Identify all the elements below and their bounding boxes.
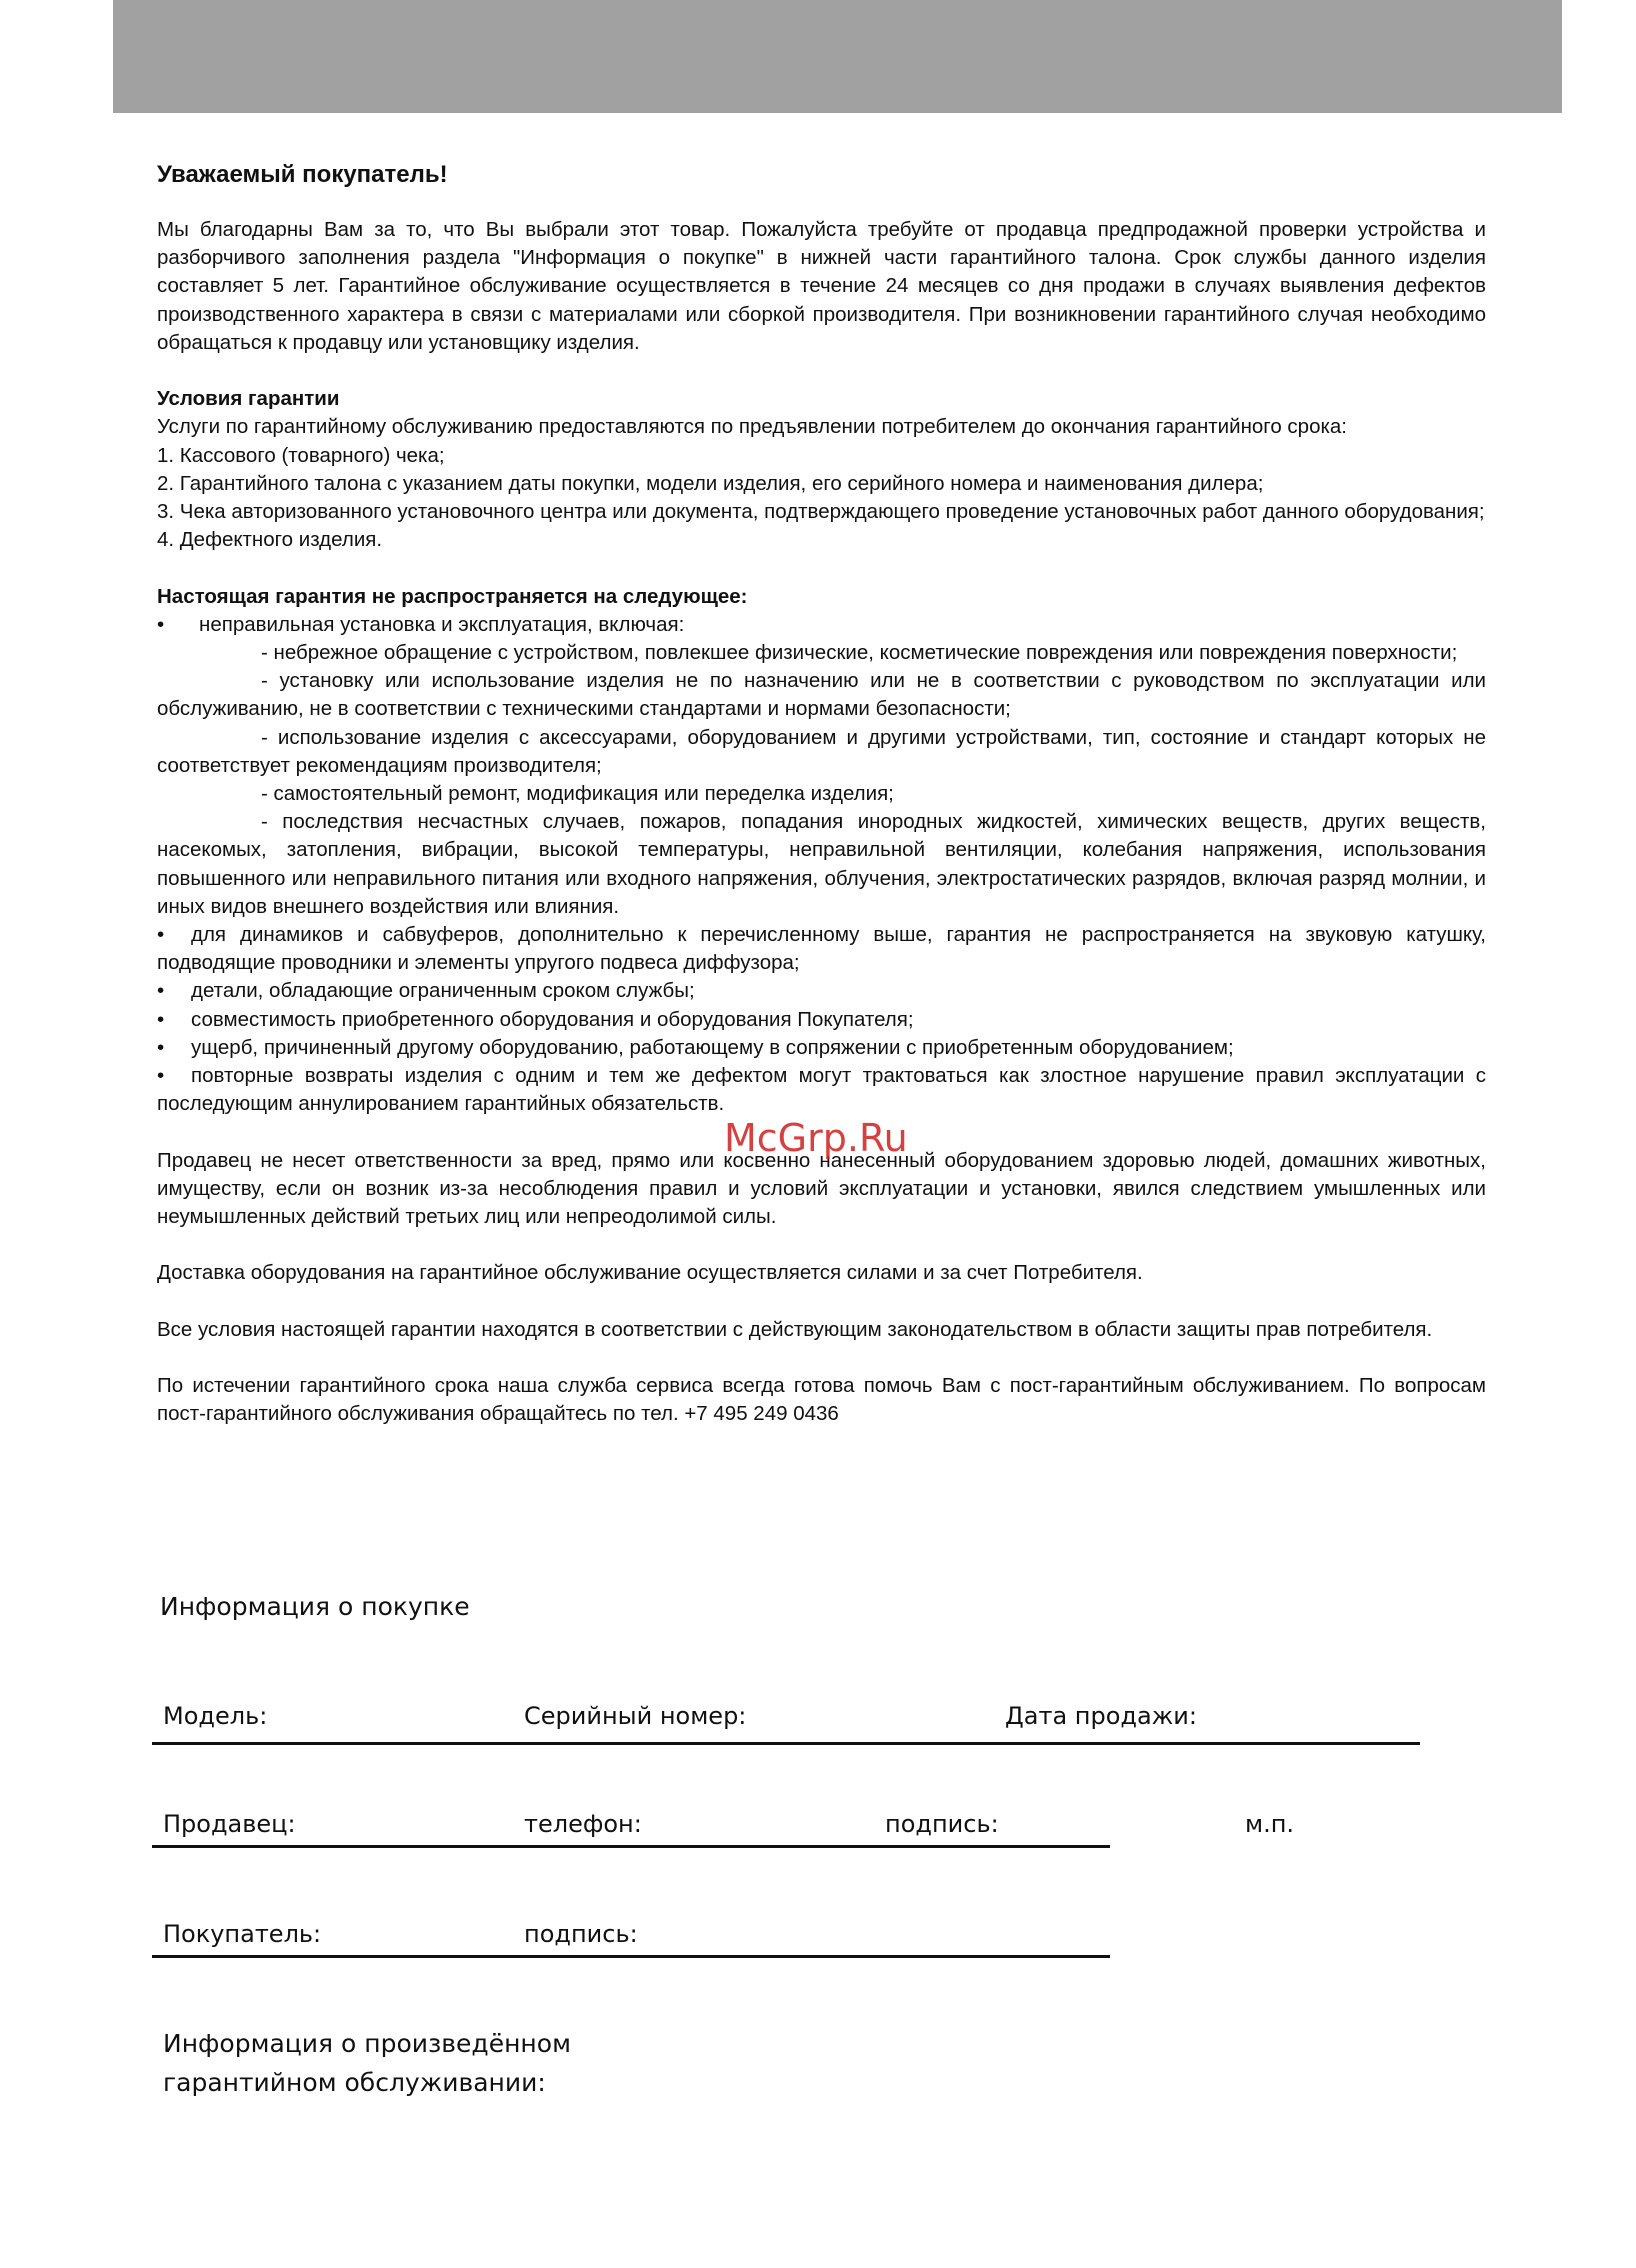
watermark: McGrp.Ru [724, 1116, 908, 1160]
bullet-mark: • [157, 612, 165, 636]
exclusion-bullet [157, 1062, 1486, 1118]
law-paragraph: Все условия настоящей гарантии находятся в соответствии с действующим законодательством в области защиты прав потребителя. [157, 1317, 1433, 1341]
exclusion-sub-item: - самостоятельный ремонт, модификация или переделка изделия; [261, 782, 894, 806]
exclusion-text: детали, обладающие ограниченным сроком службы; [191, 979, 695, 1003]
serial-number-label: Серийный номер: [524, 1702, 747, 1730]
seller-label: Продавец: [163, 1810, 296, 1838]
buyer-signature-label: подпись: [524, 1920, 638, 1948]
seller-row-line[interactable] [152, 1845, 1110, 1848]
conditions-lead: Услуги по гарантийному обслуживанию предоставляются по предъявлении потребителем до окончания гарантийного срока: [157, 415, 1347, 439]
phone-label: телефон: [524, 1810, 642, 1838]
model-row-line[interactable] [152, 1742, 1420, 1745]
exclusion-text: повторные возвраты изделия с одним и тем же дефектом могут трактоваться как злостное нарушение правил эксплуатации с последующим аннулированием гарантийных обязательств. [157, 1064, 1486, 1116]
exclusion-bullet [157, 1006, 1486, 1034]
bullet-mark: • [157, 923, 165, 947]
delivery-paragraph: Доставка оборудования на гарантийное обслуживание осуществляется силами и за счет Потребителя. [157, 1261, 1143, 1285]
stamp-label: м.п. [1245, 1810, 1295, 1838]
exclusions-heading: Настоящая гарантия не распространяется на следующее: [157, 584, 748, 608]
exclusion-bullet [157, 977, 1486, 1005]
exclusion-bullet [157, 921, 1486, 977]
liability-paragraph: Продавец не несет ответственности за вред, прямо или косвенно нанесенный оборудованием здоровью людей, домашних животных, имуществу, если он возник из-за несоблюдения правил и условий эксплуатации и установки, явился следствием умышленных или неумышленных действий третьих лиц или непреодолимой силы. [157, 1148, 1486, 1229]
exclusion-sub-item: - небрежное обращение с устройством, повлекшее физические, косметические повреждения или повреждения поверхности; [261, 641, 1458, 665]
exclusion-text: для динамиков и сабвуферов, дополнительно к перечисленному выше, гарантия не распространяется на звуковую катушку, подводящие проводники и элементы упругого подвеса диффузора; [157, 923, 1486, 975]
bullet-mark: • [157, 979, 165, 1003]
service-info-heading-line1: Информация о произведённом [163, 2029, 571, 2058]
bullet-mark: • [157, 1035, 165, 1059]
page-title: Уважаемый покупатель! [157, 161, 448, 188]
conditions-item: 2. Гарантийного талона с указанием даты покупки, модели изделия, его серийного номера и наименования дилера; [157, 471, 1264, 495]
conditions-item: 1. Кассового (товарного) чека; [157, 443, 445, 467]
conditions-item: 4. Дефектного изделия. [157, 528, 383, 552]
exclusion-sub-item: - последствия несчастных случаев, пожаров, попадания инородных жидкостей, химических веществ, других веществ, насекомых, затопления, вибрации, высокой температуры, неправильной вентиляции, колебания напряжения, использования повышенного или неправильного питания или входного напряжения, облучения, электростатических разрядов, включая разряд молнии, и иных видов внешнего воздействия или влияния. [157, 810, 1486, 918]
exclusion-text: совместимость приобретенного оборудования и оборудования Покупателя; [191, 1007, 914, 1031]
warranty-text [157, 160, 1486, 1429]
exclusion-text: ущерб, причиненный другому оборудованию, работающему в сопряжении с приобретенным оборудованием; [191, 1035, 1234, 1059]
exclusion-bullet [157, 1034, 1486, 1062]
purchase-info-heading: Информация о покупке [160, 1592, 470, 1621]
intro-paragraph: Мы благодарны Вам за то, что Вы выбрали этот товар. Пожалуйста требуйте от продавца предпродажной проверки устройства и разборчивого заполнения раздела "Информация о покупке" в нижней части гарантийного талона. Срок службы данного изделия составляет 5 лет. Гарантийное обслуживание осуществляется в течение 24 месяцев со дня продажи в случаях выявления дефектов производственного характера в связи с материалами или сборкой производителя. При возникновении гарантийного случая необходимо обращаться к продавцу или установщику изделия. [157, 218, 1486, 354]
conditions-heading: Условия гарантии [157, 387, 340, 411]
header-bar [113, 0, 1562, 113]
service-info-heading-line2: гарантийном обслуживании: [163, 2068, 546, 2097]
bullet-mark: • [157, 1064, 165, 1088]
exclusion-sub-item: - использование изделия с аксессуарами, оборудованием и другими устройствами, тип, состояние и стандарт которых не соответствует рекомендациям производителя; [157, 725, 1486, 777]
model-label: Модель: [163, 1702, 268, 1730]
exclusion-sub-item: - установку или использование изделия не по назначению или не в соответствии с руководством по эксплуатации или обслуживанию, не в соответствии с техническими стандартами и нормами безопасности; [157, 669, 1486, 721]
exclusion-text: неправильная установка и эксплуатация, включая: [199, 612, 685, 636]
buyer-row-line[interactable] [152, 1955, 1110, 1958]
bullet-mark: • [157, 1007, 165, 1031]
buyer-label: Покупатель: [163, 1920, 322, 1948]
exclusion-bullet [157, 611, 1486, 639]
sale-date-label: Дата продажи: [1005, 1702, 1197, 1730]
post-warranty-paragraph: По истечении гарантийного срока наша служба сервиса всегда готова помочь Вам с пост-гарантийным обслуживанием. По вопросам пост-гарантийного обслуживания обращайтесь по тел. +7 495 249 0436 [157, 1374, 1486, 1426]
conditions-item: 3. Чека авторизованного установочного центра или документа, подтверждающего проведение установочных работ данного оборудования; [157, 500, 1485, 524]
seller-signature-label: подпись: [885, 1810, 999, 1838]
